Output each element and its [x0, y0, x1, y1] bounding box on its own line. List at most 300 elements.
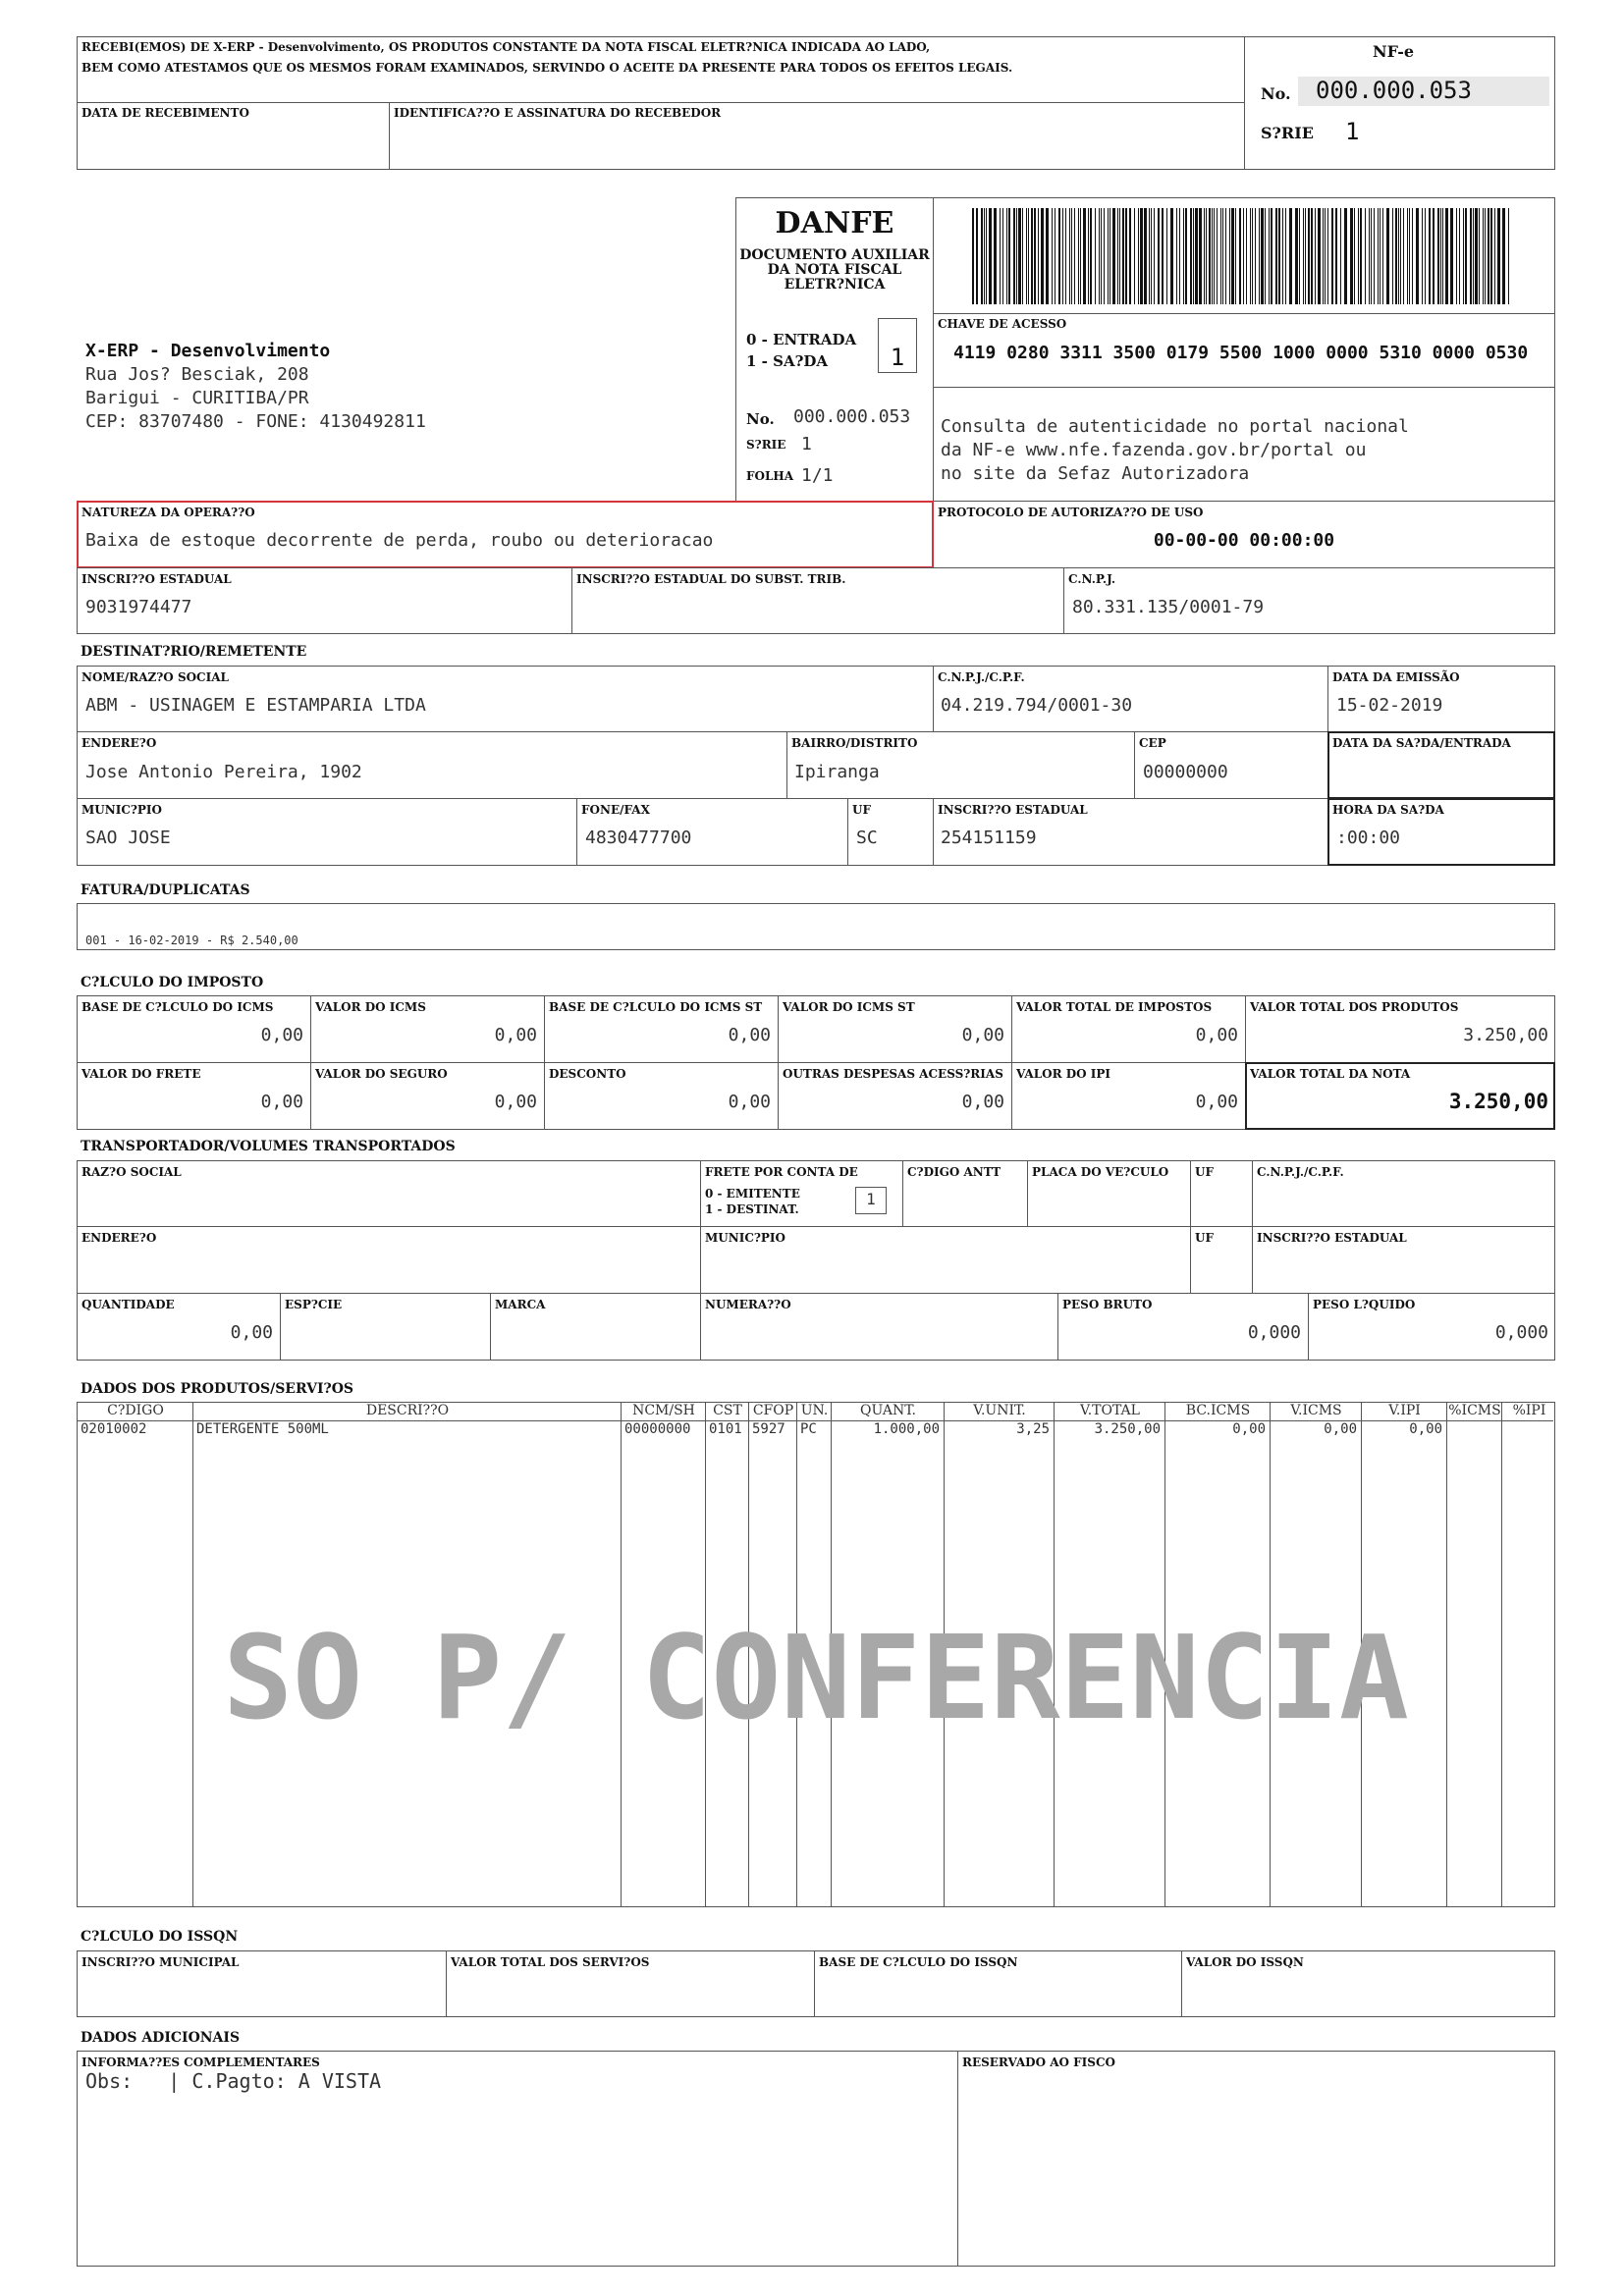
barcode-bar — [1041, 208, 1044, 304]
barcode-bar — [1360, 208, 1362, 304]
danfe-subtitle-2: DA NOTA FISCAL — [767, 262, 902, 278]
barcode-bar — [1282, 208, 1283, 304]
barcode-bar — [1074, 208, 1075, 304]
barcode-bar — [1031, 208, 1033, 304]
imp-total-produtos-label: VALOR TOTAL DOS PRODUTOS — [1250, 1000, 1459, 1014]
barcode-bar — [1494, 208, 1495, 304]
imp-outras-value: 0,00 — [961, 1092, 1004, 1112]
barcode-bar — [1104, 208, 1105, 304]
danfe-folha-value: 1/1 — [801, 465, 834, 486]
barcode-bar — [1204, 208, 1205, 304]
dest-cnpj-label: C.N.P.J./C.P.F. — [938, 670, 1025, 684]
barcode-bar — [1206, 208, 1207, 304]
barcode-bar — [1101, 208, 1102, 304]
barcode-bar — [1140, 208, 1143, 304]
barcode-bar — [1311, 208, 1313, 304]
produtos-header-cell: V.UNIT. — [973, 1403, 1026, 1418]
protocolo-value: 00-00-00 00:00:00 — [1153, 530, 1335, 551]
produtos-header-cell: CFOP — [752, 1403, 794, 1418]
barcode-bar — [1071, 208, 1072, 304]
barcode-bar — [1315, 208, 1316, 304]
barcode-bar — [1013, 208, 1015, 304]
dest-cep-label: CEP — [1139, 736, 1166, 750]
cnpj-value: 80.331.135/0001-79 — [1072, 597, 1265, 617]
danfe-no-label: No. — [746, 410, 775, 428]
barcode-bar — [1450, 208, 1453, 304]
data-recebimento-label: DATA DE RECEBIMENTO — [81, 106, 249, 120]
dest-municipio-label: MUNIC?PIO — [81, 803, 163, 817]
barcode-bar — [1331, 208, 1333, 304]
barcode-bar — [1212, 208, 1213, 304]
dest-endereco-value: Jose Antonio Pereira, 1902 — [85, 762, 362, 782]
barcode-bar — [1209, 208, 1211, 304]
barcode-bar — [1095, 208, 1096, 304]
barcode-bar — [1442, 208, 1443, 304]
barcode-bar — [1046, 208, 1049, 304]
barcode-bar — [1235, 208, 1236, 304]
barcode-bar — [1305, 208, 1306, 304]
barcode-bar — [1058, 208, 1060, 304]
imp-base-icms-st-value: 0,00 — [728, 1025, 771, 1045]
transp-ie-label: INSCRI??O ESTADUAL — [1257, 1231, 1407, 1245]
barcode-bar — [1229, 208, 1230, 304]
imp-frete-value: 0,00 — [260, 1092, 303, 1112]
barcode-bar — [1028, 208, 1029, 304]
ie-value: 9031974477 — [85, 597, 192, 617]
barcode-bar — [1008, 208, 1010, 304]
barcode-bar — [1246, 208, 1247, 304]
emitente-city: Barigui - CURITIBA/PR — [85, 388, 309, 408]
barcode-bar — [1119, 208, 1120, 304]
reservado-fisco-label: RESERVADO AO FISCO — [962, 2056, 1115, 2069]
barcode-bar — [1220, 208, 1221, 304]
barcode-bar — [1195, 208, 1198, 304]
produtos-header-cell: %IPI — [1512, 1403, 1546, 1418]
transp-peso-bruto-value: 0,000 — [1247, 1322, 1301, 1343]
dest-cep-value: 00000000 — [1143, 762, 1228, 782]
barcode-bar — [976, 208, 978, 304]
dest-ie-value: 254151159 — [941, 828, 1037, 848]
barcode-bar — [1335, 208, 1337, 304]
barcode-bar — [1456, 208, 1457, 304]
transp-peso-liquido-value: 0,000 — [1494, 1322, 1548, 1343]
watermark: SO P/ CONFERENCIA — [223, 1610, 1409, 1745]
barcode-bar — [1176, 208, 1177, 304]
barcode-bar — [1252, 208, 1253, 304]
barcode-bar — [1365, 208, 1366, 304]
barcode-bar — [1465, 208, 1467, 304]
produtos-cell: 0,00 — [1409, 1421, 1442, 1437]
dest-hora-label: HORA DA SA?DA — [1332, 803, 1444, 817]
canhoto-text-line1: RECEBI(EMOS) DE X-ERP - Desenvolvimento, OS PRODUTOS CONSTANTE DA NOTA FISCAL ELETR?NICA INDICADA AO LADO, — [81, 40, 931, 54]
danfe-subtitle-3: ELETR?NICA — [784, 277, 886, 293]
barcode-bar — [1255, 208, 1256, 304]
dest-fone-value: 4830477700 — [585, 828, 692, 848]
barcode-bar — [1122, 208, 1124, 304]
barcode-bar — [1308, 208, 1310, 304]
barcode-bar — [1278, 208, 1280, 304]
barcode-bar — [1199, 208, 1202, 304]
produtos-cell: 1.000,00 — [873, 1421, 940, 1437]
barcode-bar — [1052, 208, 1053, 304]
imp-total-produtos-value: 3.250,00 — [1463, 1025, 1548, 1045]
barcode-bar — [1386, 208, 1389, 304]
imp-desconto-label: DESCONTO — [549, 1067, 626, 1081]
barcode-bar — [1437, 208, 1439, 304]
barcode-image — [972, 208, 1512, 304]
barcode-bar — [1395, 208, 1397, 304]
barcode-bar — [1231, 208, 1234, 304]
barcode-bar — [1022, 208, 1023, 304]
dest-ie-label: INSCRI??O ESTADUAL — [938, 803, 1088, 817]
destinatario-section: DESTINAT?RIO/REMETENTE — [81, 644, 307, 660]
emitente-address: Rua Jos? Besciak, 208 — [85, 364, 309, 385]
produtos-header-cell: CST — [713, 1403, 742, 1418]
produtos-header-cell: DESCRI??O — [365, 1403, 450, 1418]
barcode-bar — [1425, 208, 1426, 304]
barcode-bar — [1026, 208, 1027, 304]
danfe-serie-label: S?RIE — [746, 438, 786, 452]
barcode-bar — [1392, 208, 1393, 304]
dest-uf-value: SC — [856, 828, 878, 848]
issqn-section: C?LCULO DO ISSQN — [81, 1929, 239, 1945]
issqn-box — [77, 1950, 1555, 2017]
transp-placa-label: PLACA DO VE?CULO — [1032, 1165, 1169, 1179]
barcode-bar — [1479, 208, 1480, 304]
barcode-bar — [1144, 208, 1147, 304]
info-complementar-label: INFORMA??ES COMPLEMENTARES — [81, 2056, 320, 2069]
barcode-bar — [1285, 208, 1286, 304]
dest-bairro-value: Ipiranga — [794, 762, 880, 782]
imp-ipi-value: 0,00 — [1195, 1092, 1238, 1112]
produtos-header-cell: BC.ICMS — [1185, 1403, 1251, 1418]
barcode-bar — [972, 208, 974, 304]
danfe-folha-label: FOLHA — [746, 469, 794, 483]
produtos-section: DADOS DOS PRODUTOS/SERVI?OS — [81, 1381, 354, 1397]
imp-total-impostos-value: 0,00 — [1195, 1025, 1238, 1045]
transp-cnpj-label: C.N.P.J./C.P.F. — [1257, 1165, 1344, 1179]
barcode-bar — [1190, 208, 1192, 304]
transp-especie-label: ESP?CIE — [285, 1298, 343, 1311]
transp-antt-label: C?DIGO ANTT — [907, 1165, 1001, 1179]
barcode-bar — [1217, 208, 1218, 304]
barcode-bar — [1193, 208, 1194, 304]
danfe-tipo-value: 1 — [890, 344, 905, 371]
transp-frete-value: 1 — [866, 1190, 876, 1208]
barcode-bar — [1299, 208, 1300, 304]
barcode-bar — [1497, 208, 1500, 304]
barcode-bar — [1065, 208, 1066, 304]
barcode-bar — [1382, 208, 1383, 304]
barcode-bar — [1440, 208, 1441, 304]
barcode-bar — [1433, 208, 1435, 304]
dest-municipio-value: SAO JOSE — [85, 828, 171, 848]
produtos-cell: 5927 — [752, 1421, 785, 1437]
barcode-bar — [1398, 208, 1399, 304]
consulta-line1: Consulta de autenticidade no portal nacional — [941, 416, 1409, 437]
barcode-bar — [1303, 208, 1304, 304]
produtos-cell: 00000000 — [624, 1421, 691, 1437]
canhoto-nfe-label: NF-e — [1373, 42, 1415, 61]
barcode-bar — [1416, 208, 1419, 304]
transp-peso-bruto-label: PESO BRUTO — [1062, 1298, 1153, 1311]
barcode-bar — [1508, 208, 1509, 304]
barcode-bar — [1409, 208, 1410, 304]
barcode-bar — [1243, 208, 1244, 304]
barcode-bar — [1374, 208, 1375, 304]
barcode-bar — [1162, 208, 1164, 304]
barcode-bar — [1088, 208, 1089, 304]
barcode-bar — [1080, 208, 1081, 304]
barcode-bar — [981, 208, 983, 304]
imp-desconto-value: 0,00 — [728, 1092, 771, 1112]
transp-frete-emitente: 0 - EMITENTE — [705, 1187, 800, 1201]
dest-hora-value: :00:00 — [1336, 828, 1401, 848]
emitente-cep-fone: CEP: 83707480 - FONE: 4130492811 — [85, 411, 426, 432]
issqn-valor-label: VALOR DO ISSQN — [1186, 1955, 1304, 1969]
imp-total-nota-label: VALOR TOTAL DA NOTA — [1250, 1067, 1411, 1081]
dest-nome-value: ABM - USINAGEM E ESTAMPARIA LTDA — [85, 695, 426, 716]
barcode-bar — [1117, 208, 1118, 304]
dest-cnpj-value: 04.219.794/0001-30 — [941, 695, 1133, 716]
barcode-bar — [1261, 208, 1264, 304]
barcode-bar — [1340, 208, 1341, 304]
barcode-bar — [1166, 208, 1167, 304]
produtos-cell: 02010002 — [81, 1421, 147, 1437]
barcode-bar — [1183, 208, 1184, 304]
barcode-bar — [1138, 208, 1139, 304]
imp-frete-label: VALOR DO FRETE — [81, 1067, 201, 1081]
barcode-bar — [1158, 208, 1160, 304]
barcode-bar — [1090, 208, 1092, 304]
barcode-bar — [1134, 208, 1135, 304]
barcode-bar — [1323, 208, 1324, 304]
barcode-bar — [1078, 208, 1079, 304]
barcode-bar — [1295, 208, 1298, 304]
barcode-bar — [1354, 208, 1355, 304]
dest-emissao-label: DATA DA EMISSÃO — [1332, 670, 1460, 684]
barcode-bar — [1149, 208, 1150, 304]
barcode-bar — [1151, 208, 1152, 304]
dest-nome-label: NOME/RAZ?O SOCIAL — [81, 670, 229, 684]
barcode-bar — [1179, 208, 1180, 304]
transp-frete-destinat: 1 - DESTINAT. — [705, 1202, 799, 1216]
canhoto-serie-label: S?RIE — [1261, 124, 1314, 142]
transp-razao-label: RAZ?O SOCIAL — [81, 1165, 182, 1179]
barcode-bar — [1502, 208, 1505, 304]
emitente-name: X-ERP - Desenvolvimento — [85, 341, 331, 361]
danfe-no-value: 000.000.053 — [793, 406, 911, 427]
barcode-bar — [1445, 208, 1448, 304]
produtos-header-cell: QUANT. — [860, 1403, 916, 1418]
chave-value: 4119 0280 3311 3500 0179 5500 1000 0000 5310 0000 0530 — [953, 343, 1529, 363]
transp-peso-liquido-label: PESO L?QUIDO — [1313, 1298, 1416, 1311]
barcode-bar — [1000, 208, 1001, 304]
barcode-bar — [1265, 208, 1266, 304]
barcode-bar — [1358, 208, 1359, 304]
canhoto-no-value: 000.000.053 — [1316, 77, 1472, 104]
produtos-header-cell: V.TOTAL — [1080, 1403, 1140, 1418]
imp-valor-icms-value: 0,00 — [494, 1025, 537, 1045]
imp-total-nota-value: 3.250,00 — [1448, 1090, 1548, 1113]
chave-label: CHAVE DE ACESSO — [938, 317, 1067, 331]
produtos-cell: 3.250,00 — [1094, 1421, 1161, 1437]
barcode-bar — [984, 208, 985, 304]
danfe-serie-value: 1 — [801, 434, 812, 454]
fatura-section: FATURA/DUPLICATAS — [81, 882, 250, 898]
transp-uf2-label: UF — [1195, 1231, 1214, 1245]
imposto-section: C?LCULO DO IMPOSTO — [81, 975, 264, 990]
dest-data-saida-label: DATA DA SA?DA/ENTRADA — [1332, 736, 1511, 750]
barcode-bar — [1325, 208, 1326, 304]
barcode-bar — [1470, 208, 1472, 304]
barcode-bar — [1275, 208, 1277, 304]
barcode-bar — [1016, 208, 1017, 304]
produtos-cell: 3,25 — [1016, 1421, 1050, 1437]
barcode-bar — [1269, 208, 1270, 304]
barcode-bar — [994, 208, 997, 304]
fatura-box — [77, 903, 1555, 950]
barcode-bar — [1371, 208, 1372, 304]
transp-frete-label: FRETE POR CONTA DE — [705, 1165, 858, 1179]
ie-label: INSCRI??O ESTADUAL — [81, 572, 232, 586]
produtos-cell: DETERGENTE 500ML — [196, 1421, 329, 1437]
barcode-bar — [1154, 208, 1155, 304]
imp-base-icms-label: BASE DE C?LCULO DO ICMS — [81, 1000, 274, 1014]
barcode-bar — [1422, 208, 1423, 304]
produtos-header-cell: %ICMS — [1448, 1403, 1501, 1418]
barcode-bar — [1271, 208, 1272, 304]
barcode-bar — [1099, 208, 1100, 304]
transp-uf-label: UF — [1195, 1165, 1214, 1179]
barcode-bar — [1112, 208, 1115, 304]
barcode-bar — [1038, 208, 1039, 304]
dest-endereco-label: ENDERE?O — [81, 736, 157, 750]
barcode-bar — [1344, 208, 1347, 304]
produtos-cell: 0101 — [709, 1421, 742, 1437]
barcode-bar — [1170, 208, 1173, 304]
transp-endereco-label: ENDERE?O — [81, 1231, 157, 1245]
transportador-section: TRANSPORTADOR/VOLUMES TRANSPORTADOS — [81, 1139, 456, 1154]
dest-bairro-label: BAIRRO/DISTRITO — [791, 736, 918, 750]
barcode-bar — [1062, 208, 1063, 304]
barcode-bar — [1225, 208, 1226, 304]
produtos-cell: 0,00 — [1324, 1421, 1357, 1437]
dest-emissao-value: 15-02-2019 — [1336, 695, 1443, 716]
transp-marca-label: MARCA — [495, 1298, 546, 1311]
danfe-saida: 1 - SA?DA — [746, 352, 829, 370]
natureza-value: Baixa de estoque decorrente de perda, roubo ou deterioracao — [85, 530, 714, 551]
barcode-bar — [1006, 208, 1007, 304]
transp-municipio-label: MUNIC?PIO — [705, 1231, 786, 1245]
transp-quantidade-value: 0,00 — [230, 1322, 273, 1343]
barcode-bar — [1129, 208, 1131, 304]
produtos-cell: 0,00 — [1232, 1421, 1266, 1437]
barcode-bar — [1214, 208, 1215, 304]
barcode-bar — [1412, 208, 1413, 304]
barcode-bar — [1185, 208, 1187, 304]
barcode-bar — [1378, 208, 1379, 304]
issqn-im-label: INSCRI??O MUNICIPAL — [81, 1955, 240, 1969]
consulta-line3: no site da Sefaz Autorizadora — [941, 463, 1250, 484]
consulta-line2: da NF-e www.nfe.fazenda.gov.br/portal ou — [941, 440, 1367, 460]
barcode-bar — [1083, 208, 1086, 304]
barcode-bar — [989, 208, 992, 304]
danfe-title: DANFE — [775, 206, 894, 240]
barcode-bar — [1473, 208, 1474, 304]
cnpj-label: C.N.P.J. — [1068, 572, 1116, 586]
barcode-bar — [1250, 208, 1251, 304]
barcode-bar — [1429, 208, 1431, 304]
info-complementar-value: Obs: | C.Pagto: A VISTA — [85, 2069, 382, 2093]
barcode-bar — [1289, 208, 1292, 304]
imp-total-impostos-label: VALOR TOTAL DE IMPOSTOS — [1016, 1000, 1213, 1014]
canhoto-no-label: No. — [1261, 84, 1291, 103]
barcode-bar — [1407, 208, 1408, 304]
produtos-header-cell: NCM/SH — [632, 1403, 695, 1418]
barcode-bar — [1463, 208, 1464, 304]
issqn-base-label: BASE DE C?LCULO DO ISSQN — [819, 1955, 1018, 1969]
barcode-bar — [1475, 208, 1478, 304]
danfe-entrada: 0 - ENTRADA — [746, 331, 857, 348]
imp-outras-label: OUTRAS DESPESAS ACESS?RIAS — [783, 1067, 1003, 1081]
barcode-bar — [1488, 208, 1489, 304]
barcode-bar — [1485, 208, 1486, 304]
imp-valor-icms-st-value: 0,00 — [961, 1025, 1004, 1045]
produtos-header-cell: UN. — [800, 1403, 829, 1418]
issqn-servicos-label: VALOR TOTAL DOS SERVI?OS — [451, 1955, 650, 1969]
barcode-bar — [1034, 208, 1036, 304]
transp-numeracao-label: NUMERA??O — [705, 1298, 791, 1311]
protocolo-label: PROTOCOLO DE AUTORIZA??O DE USO — [938, 506, 1204, 519]
produtos-header-cell: V.ICMS — [1290, 1403, 1342, 1418]
barcode-bar — [1350, 208, 1353, 304]
fatura-value: 001 - 16-02-2019 - R$ 2.540,00 — [85, 934, 298, 947]
imp-base-icms-value: 0,00 — [260, 1025, 303, 1045]
barcode-bar — [1002, 208, 1003, 304]
imp-valor-icms-label: VALOR DO ICMS — [315, 1000, 426, 1014]
imp-ipi-label: VALOR DO IPI — [1016, 1067, 1111, 1081]
barcode-bar — [1018, 208, 1021, 304]
barcode-bar — [986, 208, 987, 304]
barcode-bar — [1222, 208, 1223, 304]
adicionais-section: DADOS ADICIONAIS — [81, 2030, 241, 2046]
produtos-cell: PC — [800, 1421, 817, 1437]
barcode-bar — [1125, 208, 1127, 304]
danfe-subtitle-1: DOCUMENTO AUXILIAR — [739, 247, 930, 263]
barcode-bar — [1327, 208, 1328, 304]
barcode-bar — [1055, 208, 1056, 304]
produtos-header-cell: C?DIGO — [107, 1403, 164, 1418]
produtos-header-cell: V.IPI — [1388, 1403, 1421, 1418]
barcode-bar — [1069, 208, 1070, 304]
barcode-bar — [1490, 208, 1492, 304]
canhoto-text-line2: BEM COMO ATESTAMOS QUE OS MESMOS FORAM EXAMINADOS, SERVINDO O ACEITE DA PRESENTE PARA TODOS OS EFEITOS LEGAIS. — [81, 61, 1013, 75]
barcode-bar — [1259, 208, 1260, 304]
barcode-bar — [1369, 208, 1370, 304]
dest-uf-label: UF — [852, 803, 871, 817]
barcode-bar — [1483, 208, 1484, 304]
canhoto-serie-value: 1 — [1345, 118, 1360, 145]
barcode-bar — [1400, 208, 1401, 304]
ie-st-label: INSCRI??O ESTADUAL DO SUBST. TRIB. — [576, 572, 846, 586]
barcode-bar — [1403, 208, 1404, 304]
natureza-label: NATUREZA DA OPERA??O — [81, 506, 255, 519]
imp-seguro-label: VALOR DO SEGURO — [315, 1067, 448, 1081]
assinatura-label: IDENTIFICA??O E ASSINATURA DO RECEBEDOR — [394, 106, 722, 120]
barcode-bar — [1239, 208, 1241, 304]
barcode-bar — [1318, 208, 1321, 304]
